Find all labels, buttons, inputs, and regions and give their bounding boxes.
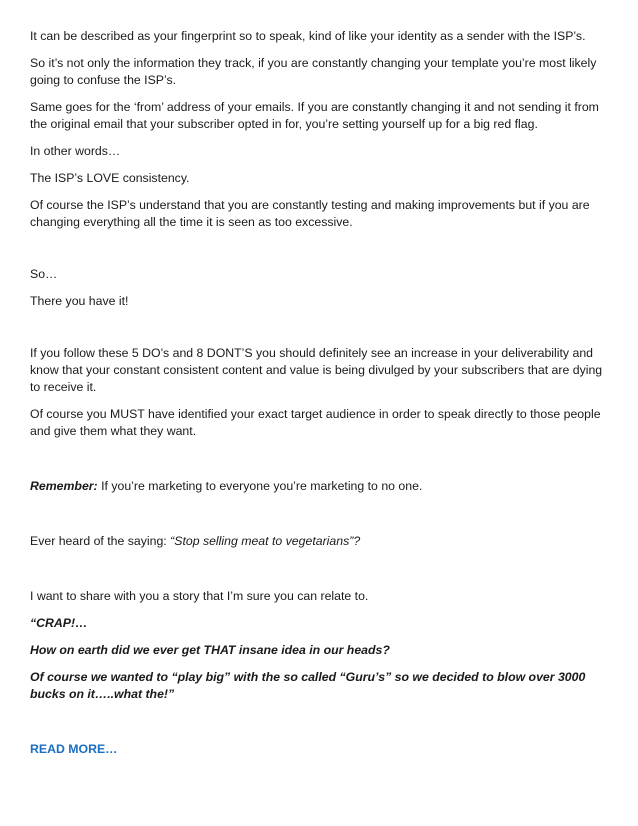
paragraph-fingerprint: It can be described as your fingerprint so to speak, kind of like your identity as a sender with the ISP’s. xyxy=(30,29,586,43)
paragraph-story: I want to share with you a story that I’m sure you can relate to. xyxy=(30,589,369,603)
read-more-link[interactable]: READ MORE… xyxy=(30,742,118,756)
paragraph-play-big: Of course we wanted to “play big” with the so called “Guru’s” so we decided to blow over 3000 bucks on it…..what the!” xyxy=(30,670,586,701)
saying-quote: “Stop selling meat to vegetarians”? xyxy=(170,534,361,548)
paragraph-remember xyxy=(30,478,610,495)
paragraph-saying xyxy=(30,533,610,550)
paragraph-there-you-have-it: There you have it! xyxy=(30,294,129,308)
paragraph-so: So… xyxy=(30,267,58,281)
paragraph-testing: Of course the ISP’s understand that you are constantly testing and making improvements but if you are changing everything all the time it is seen as too excessive. xyxy=(30,198,590,229)
paragraph-isp-consistency: The ISP’s LOVE consistency. xyxy=(30,171,190,185)
paragraph-from-address: Same goes for the ‘from’ address of your emails. If you are constantly changing it and not sending it from the original email that your subscriber opted in for, you’re setting yourself up for a big red flag. xyxy=(30,100,599,131)
remember-text: If you’re marketing to everyone you’re marketing to no one. xyxy=(97,479,423,493)
paragraph-in-other-words: In other words… xyxy=(30,144,121,158)
document-page xyxy=(30,28,610,758)
paragraph-target-audience: Of course you MUST have identified your exact target audience in order to speak directly to those people and give them what they want. xyxy=(30,407,601,438)
paragraph-dos-and-donts: If you follow these 5 DO’s and 8 DONT’S you should definitely see an increase in your deliverability and know that your constant consistent content and value is being divulged by your subscribers that are dying to receive it. xyxy=(30,346,603,394)
paragraph-template: So it’s not only the information they track, if you are constantly changing your template you’re most likely going to confuse the ISP’s. xyxy=(30,56,597,87)
remember-label: Remember: xyxy=(30,479,98,493)
paragraph-how-on-earth: How on earth did we ever get THAT insane idea in our heads? xyxy=(30,643,390,657)
saying-text: Ever heard of the saying: xyxy=(30,534,171,548)
paragraph-crap: “CRAP!… xyxy=(30,616,88,630)
read-more-container xyxy=(30,741,610,758)
